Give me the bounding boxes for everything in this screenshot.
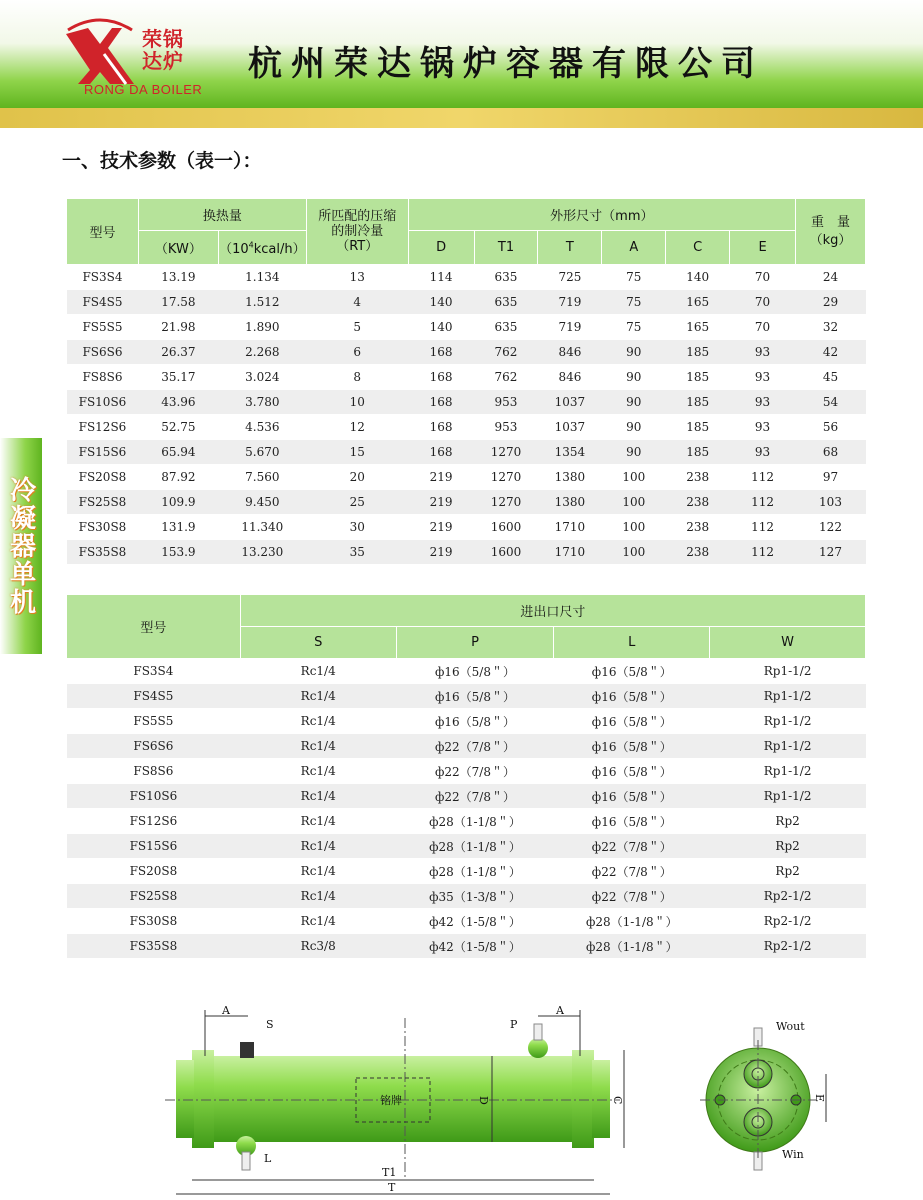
cell-d: 114 (408, 265, 474, 290)
cell-kcal: 1.134 (218, 265, 306, 290)
cell-w: Rp2 (710, 859, 866, 884)
cell-w: Rp2-1/2 (710, 909, 866, 934)
cell-e: 93 (730, 415, 796, 440)
cell-t1: 635 (474, 290, 538, 315)
cell-s: Rc1/4 (240, 734, 396, 759)
table-row (67, 709, 866, 734)
cell-kg: 29 (796, 290, 866, 315)
cell-t: 1380 (538, 490, 602, 515)
cell-c: 185 (666, 340, 730, 365)
cell-l: ф16（5/8＂） (554, 759, 710, 784)
cell-t1: 1600 (474, 540, 538, 565)
cell-model: FS4S5 (67, 290, 139, 315)
cell-model: FS6S6 (67, 340, 139, 365)
cell-t: 1380 (538, 465, 602, 490)
cell-kg: 127 (796, 540, 866, 565)
cell-w: Rp1-1/2 (710, 784, 866, 809)
cell-e: 112 (730, 465, 796, 490)
cell-c: 238 (666, 540, 730, 565)
table-row (67, 884, 866, 909)
cell-kw: 153.9 (138, 540, 218, 565)
cell-t1: 762 (474, 340, 538, 365)
cell-e: 93 (730, 365, 796, 390)
table-row (67, 365, 866, 390)
cell-s: Rc1/4 (240, 834, 396, 859)
header-dimensions: 外形尺寸（mm） (408, 199, 795, 231)
table-row (67, 684, 866, 709)
cell-s: Rc3/8 (240, 934, 396, 959)
cell-p: ф22（7/8＂） (396, 784, 554, 809)
cell-t: 1710 (538, 540, 602, 565)
cell-kw: 87.92 (138, 465, 218, 490)
cell-w: Rp1-1/2 (710, 659, 866, 684)
cell-s: Rc1/4 (240, 859, 396, 884)
cell-p: ф28（1-1/8＂） (396, 834, 554, 859)
cell-d: 140 (408, 315, 474, 340)
cell-p: ф22（7/8＂） (396, 759, 554, 784)
port-L-label: L (264, 1152, 272, 1165)
cell-e: 112 (730, 490, 796, 515)
cell-t1: 953 (474, 390, 538, 415)
cell-kw: 26.37 (138, 340, 218, 365)
table-row (67, 759, 866, 784)
header-kw: （KW） (138, 231, 218, 265)
port-S-label: S (266, 1018, 274, 1031)
cell-t: 719 (538, 290, 602, 315)
cell-l: ф28（1-1/8＂） (554, 934, 710, 959)
header-E: E (730, 231, 796, 265)
header-model: 型号 (67, 199, 139, 265)
cell-model: FS35S8 (67, 540, 139, 565)
cell-p: ф42（1-5/8＂） (396, 909, 554, 934)
cell-d: 219 (408, 540, 474, 565)
cell-l: ф28（1-1/8＂） (554, 909, 710, 934)
cell-kg: 45 (796, 365, 866, 390)
cell-rt: 35 (306, 540, 408, 565)
cell-rt: 13 (306, 265, 408, 290)
cell-d: 168 (408, 365, 474, 390)
cell-a: 75 (602, 315, 666, 340)
cell-l: ф16（5/8＂） (554, 709, 710, 734)
cell-a: 100 (602, 515, 666, 540)
cell-t: 1037 (538, 415, 602, 440)
right-cap (592, 1060, 610, 1138)
cell-model: FS8S6 (67, 365, 139, 390)
cell-p: ф16（5/8＂） (396, 709, 554, 734)
cell-model: FS15S6 (67, 834, 241, 859)
cell-l: ф16（5/8＂） (554, 684, 710, 709)
cell-w: Rp2 (710, 809, 866, 834)
cell-t1: 762 (474, 365, 538, 390)
cell-a: 90 (602, 415, 666, 440)
table-row (67, 934, 866, 959)
header-A: A (602, 231, 666, 265)
table-row (67, 415, 866, 440)
cell-model: FS10S6 (67, 390, 139, 415)
table-row (67, 340, 866, 365)
left-flange (192, 1050, 214, 1148)
cell-model: FS12S6 (67, 809, 241, 834)
cell-kw: 131.9 (138, 515, 218, 540)
side-category-tab (0, 438, 42, 654)
cell-rt: 5 (306, 315, 408, 340)
cell-model: FS10S6 (67, 784, 241, 809)
cell-model: FS6S6 (67, 734, 241, 759)
cell-c: 185 (666, 365, 730, 390)
cell-kcal: 5.670 (218, 440, 306, 465)
header-model: 型号 (67, 595, 241, 659)
dim-D-label: D (477, 1096, 490, 1105)
cell-kw: 109.9 (138, 490, 218, 515)
cell-rt: 10 (306, 390, 408, 415)
header-C: C (666, 231, 730, 265)
header-divider-bar (0, 108, 923, 128)
cell-l: ф22（7/8＂） (554, 884, 710, 909)
cell-d: 168 (408, 340, 474, 365)
cell-l: ф16（5/8＂） (554, 659, 710, 684)
nameplate-label: 铭牌 (380, 1094, 402, 1107)
cell-rt: 6 (306, 340, 408, 365)
wout-label: Wout (776, 1020, 805, 1033)
header-refrigeration-capacity: 所匹配的压缩 的制冷量 （RT） (306, 199, 408, 265)
dim-A-right-label: A (556, 1004, 564, 1017)
cell-c: 185 (666, 415, 730, 440)
cell-w: Rp1-1/2 (710, 709, 866, 734)
rongda-logo-icon (60, 14, 140, 88)
cell-d: 168 (408, 415, 474, 440)
cell-kw: 21.98 (138, 315, 218, 340)
table-row (67, 834, 866, 859)
cell-p: ф28（1-1/8＂） (396, 809, 554, 834)
technical-parameters-table (66, 198, 866, 565)
cell-model: FS8S6 (67, 759, 241, 784)
cell-e: 93 (730, 340, 796, 365)
table-row (67, 290, 866, 315)
page-header (0, 0, 923, 108)
port-P-label: P (510, 1018, 518, 1031)
table-row (67, 315, 866, 340)
logo-chinese-text: 荣锅 达炉 (142, 27, 184, 73)
cell-w: Rp2-1/2 (710, 934, 866, 959)
condenser-drawing (0, 1000, 923, 1200)
cell-kw: 65.94 (138, 440, 218, 465)
table-row (67, 490, 866, 515)
port-sizes-table (66, 594, 866, 959)
cell-w: Rp1-1/2 (710, 684, 866, 709)
table-row (67, 659, 866, 684)
cell-model: FS30S8 (67, 909, 241, 934)
logo-english-text: RONG DA BOILER (84, 82, 203, 97)
header-kcal: $(10^4kcal/h)$ (218, 231, 306, 265)
cell-d: 168 (408, 440, 474, 465)
cell-a: 100 (602, 465, 666, 490)
cell-t: 1354 (538, 440, 602, 465)
left-cap (176, 1060, 194, 1138)
cell-model: FS3S4 (67, 265, 139, 290)
cell-e: 93 (730, 390, 796, 415)
win-label: Win (782, 1148, 804, 1161)
cell-rt: 15 (306, 440, 408, 465)
cell-kcal: 13.230 (218, 540, 306, 565)
cell-c: 238 (666, 465, 730, 490)
cell-rt: 25 (306, 490, 408, 515)
cell-c: 185 (666, 390, 730, 415)
company-name: 杭州荣达锅炉容器有限公司 (248, 44, 764, 84)
cell-s: Rc1/4 (240, 909, 396, 934)
cell-kcal: 3.780 (218, 390, 306, 415)
cell-e: 112 (730, 540, 796, 565)
cell-model: FS35S8 (67, 934, 241, 959)
table-row (67, 909, 866, 934)
header-W: W (710, 627, 866, 659)
table-row (67, 734, 866, 759)
cell-kg: 103 (796, 490, 866, 515)
cell-e: 70 (730, 315, 796, 340)
header-weight: 重 量 （kg） (796, 199, 866, 265)
cell-kg: 42 (796, 340, 866, 365)
cell-rt: 8 (306, 365, 408, 390)
table-row (67, 859, 866, 884)
cell-c: 140 (666, 265, 730, 290)
table-row (67, 265, 866, 290)
cell-t: 1710 (538, 515, 602, 540)
side-tab-label: 冷凝器单机 (5, 476, 36, 616)
cell-l: ф22（7/8＂） (554, 834, 710, 859)
cell-s: Rc1/4 (240, 884, 396, 909)
header-T: T (538, 231, 602, 265)
cell-e: 70 (730, 265, 796, 290)
port-S (240, 1042, 254, 1058)
cell-kcal: 1.890 (218, 315, 306, 340)
cell-l: ф16（5/8＂） (554, 734, 710, 759)
port-P (528, 1038, 548, 1058)
cell-model: FS30S8 (67, 515, 139, 540)
table-row (67, 390, 866, 415)
cell-l: ф16（5/8＂） (554, 784, 710, 809)
cell-e: 112 (730, 515, 796, 540)
cell-l: ф22（7/8＂） (554, 859, 710, 884)
cell-model: FS20S8 (67, 859, 241, 884)
dim-E-label: E (813, 1094, 826, 1103)
cell-model: FS5S5 (67, 709, 241, 734)
header-P: P (396, 627, 554, 659)
table-row (67, 515, 866, 540)
cell-a: 75 (602, 265, 666, 290)
cell-kw: 13.19 (138, 265, 218, 290)
cell-w: Rp1-1/2 (710, 734, 866, 759)
dim-T1-label: T1 (382, 1166, 397, 1179)
cell-c: 238 (666, 490, 730, 515)
cell-model: FS20S8 (67, 465, 139, 490)
cell-t1: 635 (474, 315, 538, 340)
table-row (67, 784, 866, 809)
cell-t: 846 (538, 340, 602, 365)
cell-rt: 20 (306, 465, 408, 490)
cell-kw: 17.58 (138, 290, 218, 315)
cell-p: ф28（1-1/8＂） (396, 859, 554, 884)
dim-A-left-label: A (222, 1004, 230, 1017)
cell-rt: 12 (306, 415, 408, 440)
cell-a: 100 (602, 540, 666, 565)
cell-model: FS3S4 (67, 659, 241, 684)
cell-t1: 1270 (474, 465, 538, 490)
cell-a: 90 (602, 340, 666, 365)
cell-t: 1037 (538, 390, 602, 415)
cell-p: ф22（7/8＂） (396, 734, 554, 759)
cell-kg: 122 (796, 515, 866, 540)
cell-a: 90 (602, 390, 666, 415)
cell-a: 100 (602, 490, 666, 515)
header-port-sizes: 进出口尺寸 (240, 595, 865, 627)
header-S: S (240, 627, 396, 659)
header-heat-exchange: 换热量 (138, 199, 306, 231)
table-row (67, 540, 866, 565)
cell-w: Rp1-1/2 (710, 759, 866, 784)
cell-a: 90 (602, 365, 666, 390)
cell-kw: 43.96 (138, 390, 218, 415)
cell-t1: 953 (474, 415, 538, 440)
dim-T-label: T (388, 1181, 396, 1194)
cell-kcal: 1.512 (218, 290, 306, 315)
cell-p: ф42（1-5/8＂） (396, 934, 554, 959)
table-row (67, 465, 866, 490)
cell-s: Rc1/4 (240, 709, 396, 734)
header-D: D (408, 231, 474, 265)
cell-t: 725 (538, 265, 602, 290)
cell-kcal: 7.560 (218, 465, 306, 490)
cell-kcal: 4.536 (218, 415, 306, 440)
cell-e: 93 (730, 440, 796, 465)
cell-model: FS15S6 (67, 440, 139, 465)
cell-c: 165 (666, 290, 730, 315)
cell-model: FS4S5 (67, 684, 241, 709)
cell-p: ф35（1-3/8＂） (396, 884, 554, 909)
cell-kg: 24 (796, 265, 866, 290)
header-T1: T1 (474, 231, 538, 265)
cell-t1: 1270 (474, 440, 538, 465)
cell-t1: 1600 (474, 515, 538, 540)
cell-rt: 30 (306, 515, 408, 540)
cell-d: 168 (408, 390, 474, 415)
cell-rt: 4 (306, 290, 408, 315)
cell-kg: 68 (796, 440, 866, 465)
cell-w: Rp2 (710, 834, 866, 859)
cell-kg: 54 (796, 390, 866, 415)
cell-d: 219 (408, 515, 474, 540)
cell-kcal: 9.450 (218, 490, 306, 515)
cell-kg: 97 (796, 465, 866, 490)
cell-a: 90 (602, 440, 666, 465)
header-L: L (554, 627, 710, 659)
cell-kcal: 2.268 (218, 340, 306, 365)
cell-model: FS5S5 (67, 315, 139, 340)
cell-kcal: 3.024 (218, 365, 306, 390)
cell-c: 238 (666, 515, 730, 540)
table-row (67, 440, 866, 465)
cell-t1: 635 (474, 265, 538, 290)
cell-s: Rc1/4 (240, 684, 396, 709)
right-flange (572, 1050, 594, 1148)
cell-p: ф16（5/8＂） (396, 659, 554, 684)
cell-p: ф16（5/8＂） (396, 684, 554, 709)
cell-kw: 35.17 (138, 365, 218, 390)
cell-l: ф16（5/8＂） (554, 809, 710, 834)
cell-w: Rp2-1/2 (710, 884, 866, 909)
cell-t: 846 (538, 365, 602, 390)
table-row (67, 809, 866, 834)
cell-model: FS25S8 (67, 884, 241, 909)
cell-d: 219 (408, 490, 474, 515)
cell-kg: 32 (796, 315, 866, 340)
cell-c: 165 (666, 315, 730, 340)
cell-t1: 1270 (474, 490, 538, 515)
cell-kg: 56 (796, 415, 866, 440)
cell-s: Rc1/4 (240, 809, 396, 834)
cell-s: Rc1/4 (240, 659, 396, 684)
cell-s: Rc1/4 (240, 759, 396, 784)
cell-c: 185 (666, 440, 730, 465)
cell-kcal: 11.340 (218, 515, 306, 540)
cell-model: FS25S8 (67, 490, 139, 515)
section-title: 一、技术参数（表一）： (62, 150, 262, 172)
cell-d: 140 (408, 290, 474, 315)
cell-s: Rc1/4 (240, 784, 396, 809)
cell-a: 75 (602, 290, 666, 315)
cell-d: 219 (408, 465, 474, 490)
cell-t: 719 (538, 315, 602, 340)
cell-kw: 52.75 (138, 415, 218, 440)
dim-C-label: C (611, 1096, 624, 1105)
cell-e: 70 (730, 290, 796, 315)
cell-model: FS12S6 (67, 415, 139, 440)
